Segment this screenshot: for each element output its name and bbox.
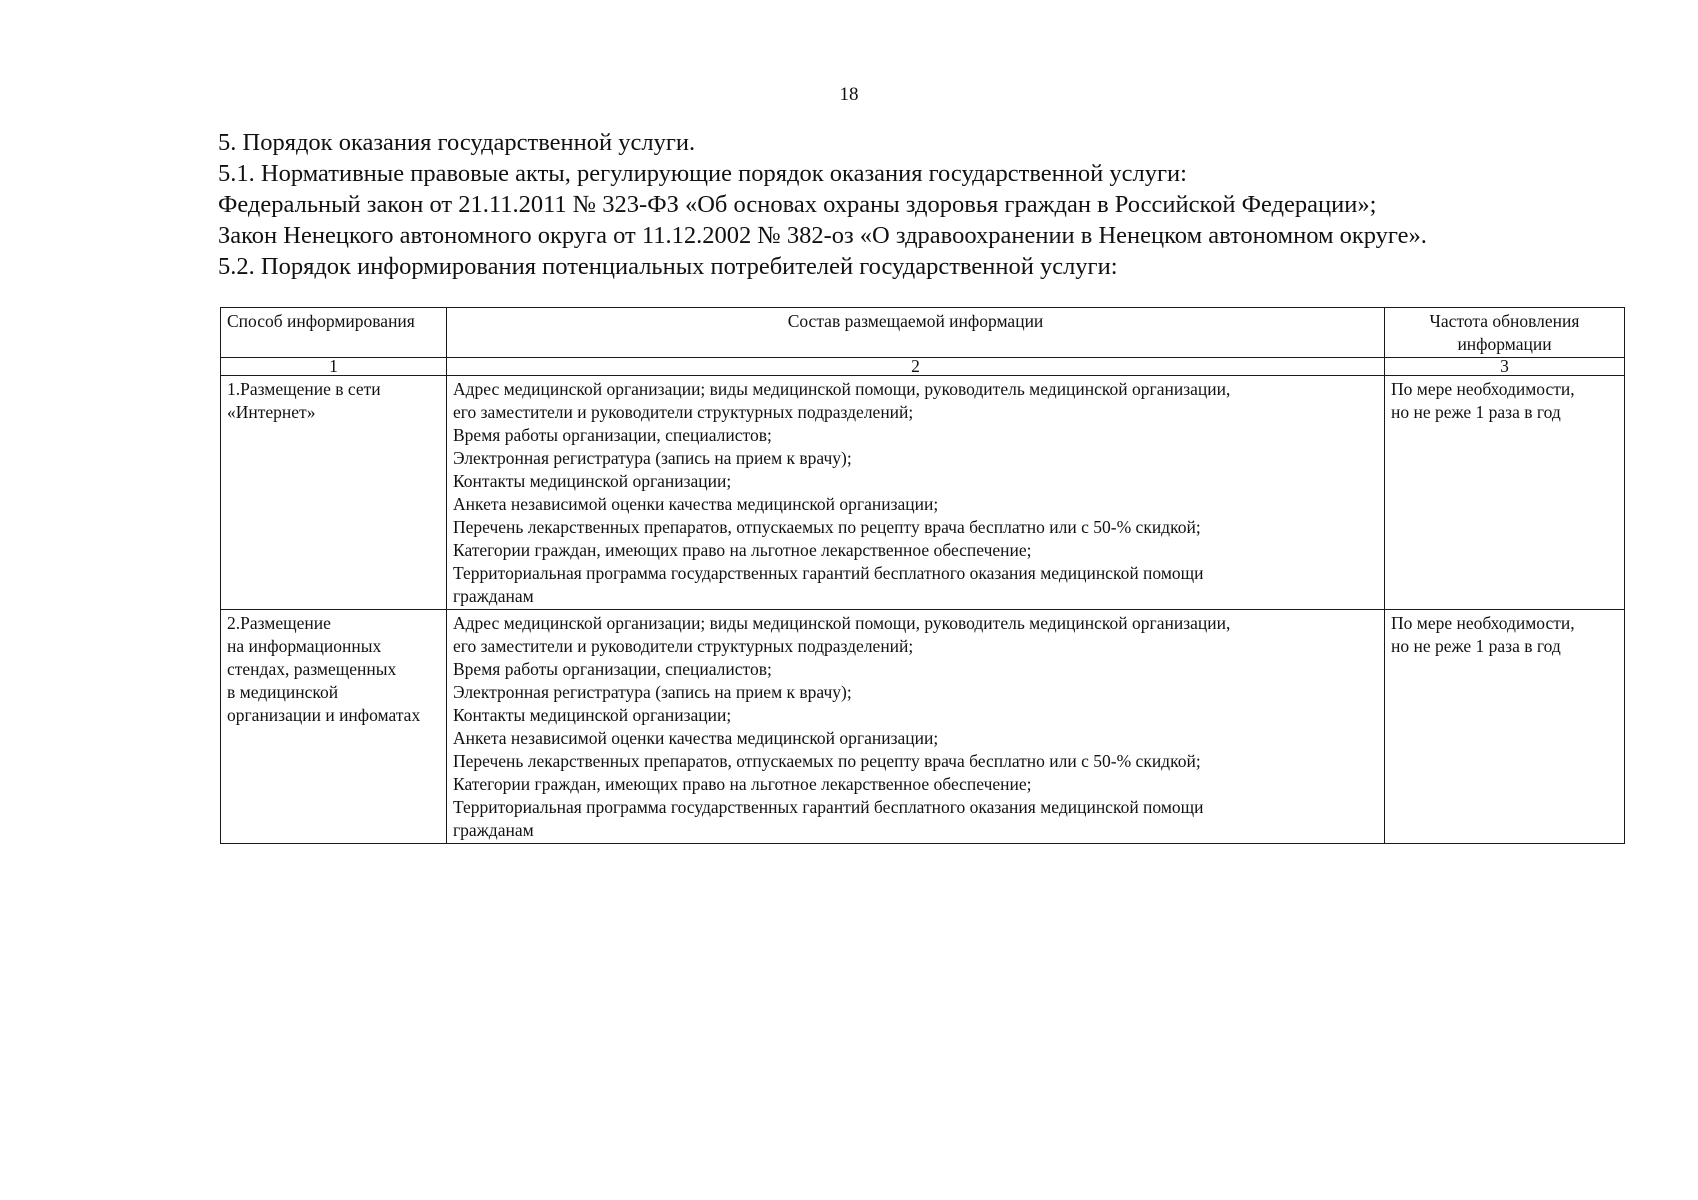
header-method: Способ информирования [221,308,447,358]
content-line: Время работы организации, специалистов; [453,425,772,445]
method-line: 1.Размещение в сети [227,379,381,399]
subsection-heading-informing: 5.2. Порядок информирования потенциальных потребителей государственной услуги: [218,253,1118,280]
method-cell [221,610,447,844]
section-heading: 5. Порядок оказания государственной услуги. [218,129,696,156]
method-cell [221,376,447,610]
content-line: Перечень лекарственных препаратов, отпускаемых по рецепту врача бесплатно или с 50-% скидкой; [453,517,1201,537]
frequency-cell [1385,610,1625,844]
column-number-2: 2 [447,358,1385,376]
frequency-cell [1385,376,1625,610]
content-line: Категории граждан, имеющих право на льготное лекарственное обеспечение; [453,774,1032,794]
content-line: Адрес медицинской организации; виды медицинской помощи, руководитель медицинской организации, [453,613,1231,633]
frequency-line: По мере необходимости, [1391,379,1575,399]
content-cell [447,610,1385,844]
content-line: Перечень лекарственных препаратов, отпускаемых по рецепту врача бесплатно или с 50-% скидкой; [453,751,1201,771]
method-line: на информационных [227,636,382,656]
subsection-heading-legal-acts: 5.1. Нормативные правовые акты, регулирующие порядок оказания государственной услуги: [218,160,1187,187]
content-line: Электронная регистратура (запись на прием к врачу); [453,682,852,702]
table-header-row [221,308,1625,358]
content-line: его заместители и руководители структурных подразделений; [453,402,914,422]
table-column-numbers-row [221,358,1625,376]
informing-table [220,307,1625,844]
content-line: Территориальная программа государственных гарантий бесплатного оказания медицинской помощи [453,563,1204,583]
content-line: Контакты медицинской организации; [453,705,732,725]
column-number-1: 1 [221,358,447,376]
frequency-line: но не реже 1 раза в год [1391,402,1561,422]
method-line: организации и инфоматах [227,705,421,725]
regional-law-reference: Закон Ненецкого автономного округа от 11.12.2002 № 382-оз «О здравоохранении в Ненецком автономном округе». [218,222,1427,249]
table-row [221,610,1625,844]
content-line: Анкета независимой оценки качества медицинской организации; [453,494,939,514]
content-line: Анкета независимой оценки качества медицинской организации; [453,728,939,748]
method-line: «Интернет» [227,402,316,422]
frequency-line: но не реже 1 раза в год [1391,636,1561,656]
content-line: Территориальная программа государственных гарантий бесплатного оказания медицинской помощи [453,797,1204,817]
table-row [221,376,1625,610]
content-line: Категории граждан, имеющих право на льготное лекарственное обеспечение; [453,540,1032,560]
header-content: Состав размещаемой информации [447,308,1385,358]
page-number: 18 [839,84,859,105]
content-cell [447,376,1385,610]
content-line: гражданам [453,820,534,840]
content-line: Время работы организации, специалистов; [453,659,772,679]
content-line: его заместители и руководители структурных подразделений; [453,636,914,656]
frequency-line: По мере необходимости, [1391,613,1575,633]
content-line: Электронная регистратура (запись на прием к врачу); [453,448,852,468]
column-number-3: 3 [1385,358,1625,376]
method-line: в медицинской [227,682,339,702]
content-line: гражданам [453,586,534,606]
method-line: 2.Размещение [227,613,331,633]
content-line: Контакты медицинской организации; [453,471,732,491]
header-frequency: Частота обновления информации [1385,308,1625,358]
content-line: Адрес медицинской организации; виды медицинской помощи, руководитель медицинской организации, [453,379,1231,399]
section-text [218,127,1638,282]
federal-law-reference: Федеральный закон от 21.11.2011 № 323-ФЗ «Об основах охраны здоровья граждан в Российской Федерации»; [218,191,1377,218]
method-line: стендах, размещенных [227,659,397,679]
